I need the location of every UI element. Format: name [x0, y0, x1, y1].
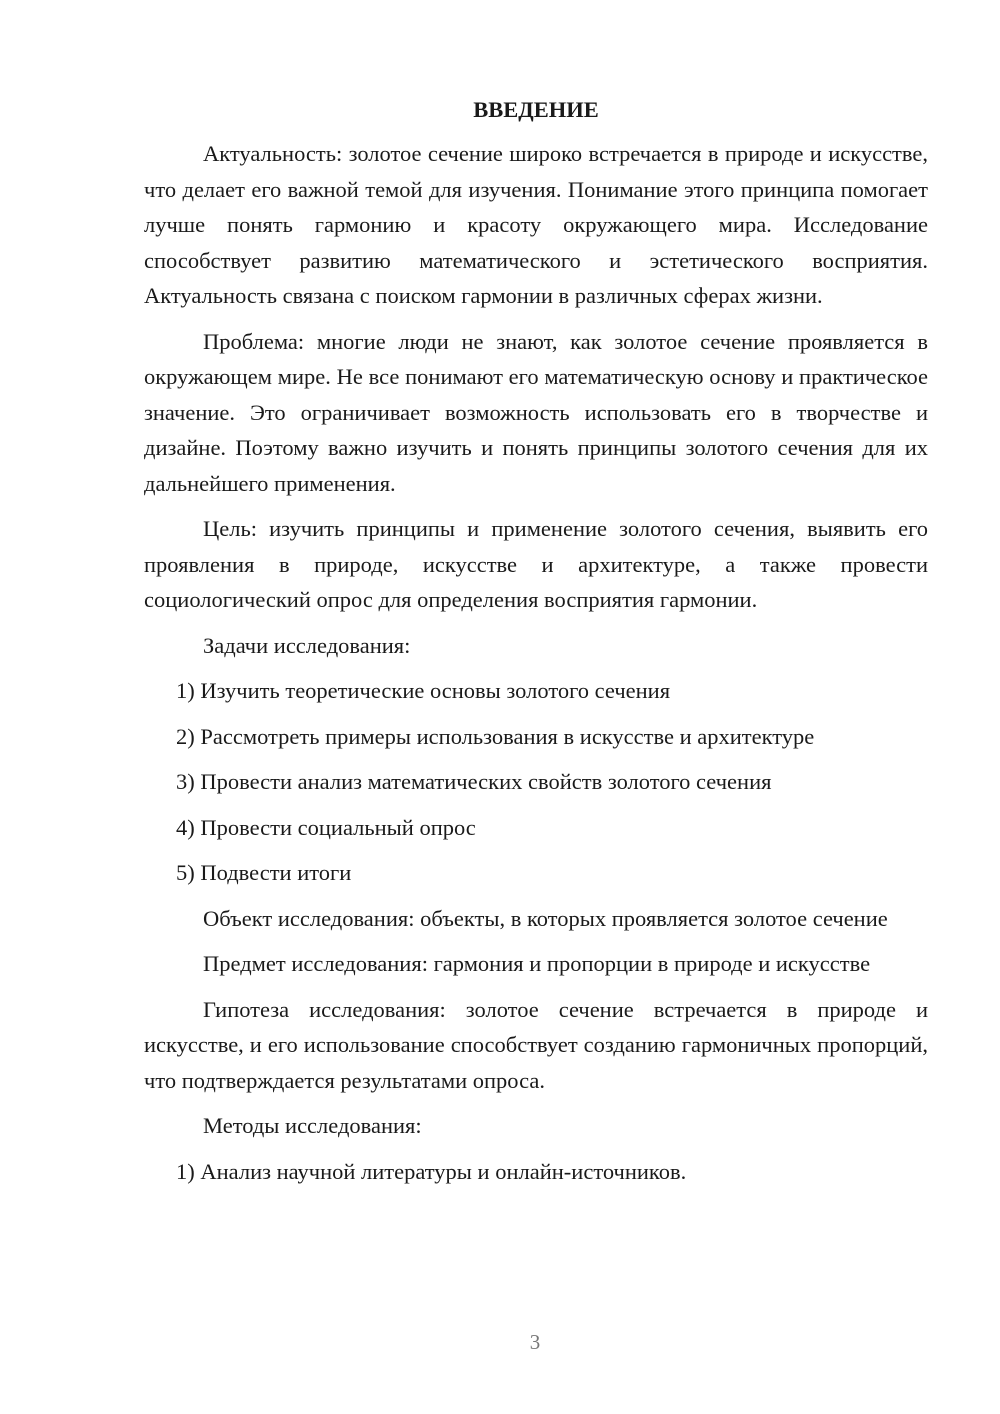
- subject-paragraph: Предмет исследования: гармония и пропорции в природе и искусстве: [203, 951, 871, 976]
- tasks-list: [144, 673, 928, 891]
- task-item: 1) Изучить теоретические основы золотого сечения: [176, 678, 671, 703]
- problem-paragraph: Проблема: многие люди не знают, как золотое сечение проявляется в окружающем мире. Не все понимают его математическую основу и практическое значение. Это ограничивает возможность использовать его в творчестве и дизайне. Поэтому важно изучить и понять принципы золотого сечения для их дальнейшего применения.: [144, 328, 928, 496]
- object-paragraph: Объект исследования: объекты, в которых проявляется золотое сечение: [203, 905, 888, 931]
- page-number: 3: [529, 1330, 541, 1354]
- goal-paragraph: Цель: изучить принципы и применение золотого сечения, выявить его проявления в природе, искусстве и архитектуре, а также провести социологический опрос для определения восприятия гармонии.: [144, 516, 928, 612]
- task-item: 5) Подвести итоги: [176, 860, 352, 885]
- section-title: ВВЕДЕНИЕ: [473, 97, 599, 122]
- page-content: [144, 92, 928, 1199]
- task-item: 3) Провести анализ математических свойств золотого сечения: [176, 769, 772, 794]
- methods-list: [144, 1154, 928, 1190]
- methods-heading: Методы исследования:: [203, 1113, 422, 1138]
- relevance-paragraph: Актуальность: золотое сечение широко встречается в природе и искусстве, что делает его важной темой для изучения. Понимание этого принципа помогает лучше понять гармонию и красоту окружающего мира. Исследование способствует развитию математического и эстетического восприятия. Актуальность связана с поиском гармонии в различных сферах жизни.: [144, 141, 928, 308]
- tasks-heading: Задачи исследования:: [203, 632, 411, 658]
- task-item: 4) Провести социальный опрос: [176, 814, 476, 840]
- hypothesis-paragraph: Гипотеза исследования: золотое сечение встречается в природе и искусстве, и его использование способствует созданию гармоничных пропорций, что подтверждается результатами опроса.: [144, 996, 928, 1093]
- task-item: 2) Рассмотреть примеры использования в искусстве и архитектуре: [176, 723, 815, 749]
- method-item: 1) Анализ научной литературы и онлайн-источников.: [176, 1158, 687, 1184]
